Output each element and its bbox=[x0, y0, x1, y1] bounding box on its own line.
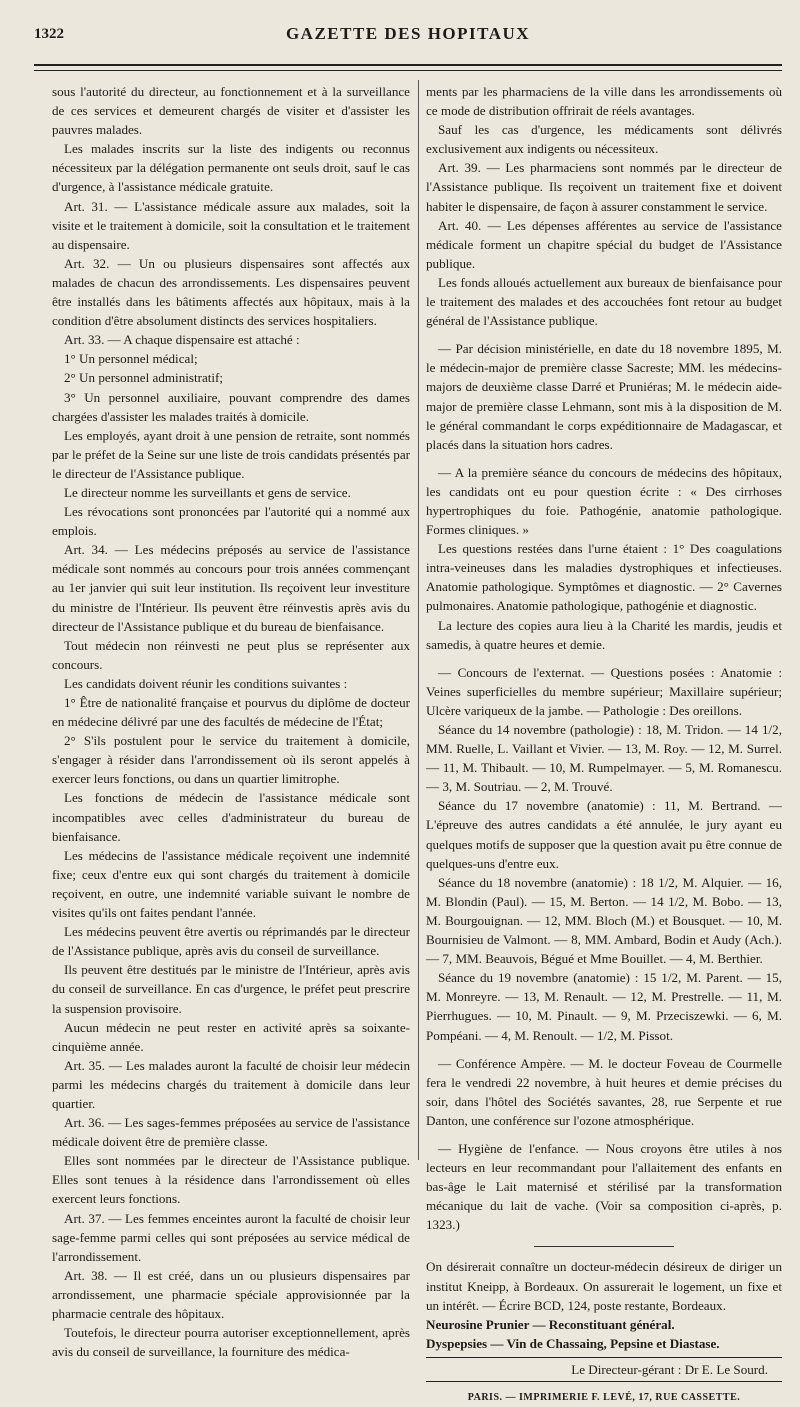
signature: Le Directeur-gérant : Dr E. Le Sourd. bbox=[426, 1357, 782, 1382]
paragraph: La lecture des copies aura lieu à la Charité les mardis, jeudis et samedis, à quatre heures et demie. bbox=[426, 617, 782, 652]
paragraph: Les médecins de l'assistance médicale reçoivent une indemnité fixe; ceux d'entre eux qui sont chargés du traitement à domicile reçoivent, en outre, une indemnité variable suivant le nombre de visites qu'ils ont faites pendant l'année. bbox=[52, 847, 410, 921]
paragraph: Les médecins peuvent être avertis ou réprimandés par le directeur de l'Assistance publique, après avis du conseil de surveillance. bbox=[52, 924, 410, 959]
page-number: 1322 bbox=[34, 26, 64, 42]
paragraph: 3° Un personnel auxiliaire, pouvant comprendre des dames chargées d'assister les malades traités à domicile. bbox=[52, 389, 410, 424]
paragraph: Art. 31. — L'assistance médicale assure aux malades, soit la visite et le traitement à domicile, soit la consultation et le traitement au dispensaire. bbox=[52, 198, 410, 252]
paragraph: Séance du 19 novembre (anatomie) : 15 1/2, M. Parent. — 15, M. Monreyre. — 13, M. Renault. — 12, M. Prestrelle. — 11, M. Pierrhugues. — 10, M. Pinault. — 9, M. Przeciszewki. — 6, M. Pompéani. — 4, M. Renoult. — 1/2, M. Pissot. bbox=[426, 970, 782, 1043]
paragraph: Art. 40. — Les dépenses afférentes au service de l'assistance médicale forment un chapitre spécial du budget de l'Assistance publique. bbox=[426, 217, 782, 271]
paragraph: Art. 34. — Les médecins préposés au service de l'assistance médicale sont nommés au concours pour trois années commençant au 1er janvier qui suit leur institution. Ils reçoivent leur investiture du ministre de l'Intérieur. Ils peuvent être réinvestis après avis du directeur de l'Assistance publique et du bureau de bienfaisance. bbox=[52, 542, 410, 634]
paragraph: Aucun médecin ne peut rester en activité après sa soixante-cinquième année. bbox=[52, 1019, 410, 1054]
paragraph: Art. 33. — A chaque dispensaire est attaché : bbox=[64, 332, 300, 348]
paragraph: Art. 32. — Un ou plusieurs dispensaires sont affectés aux malades de chacun des arrondissements. Les dispensaires peuvent être installés dans les bâtiments affectés aux hôpitaux, mais à la condition d'être absolument distincts des services hospitaliers. bbox=[52, 255, 410, 329]
ad-line-dyspepsies: Dyspepsies — Vin de Chassaing, Pepsine et Diastase. bbox=[426, 1335, 720, 1351]
paragraph: ments par les pharmaciens de la ville dans les arrondissements où ce mode de distribution offrirait de réels avantages. bbox=[426, 84, 782, 119]
paragraph: Art. 35. — Les malades auront la faculté de choisir leur médecin parmi les médecins chargés du traitement à domicile dans leur quartier. bbox=[52, 1057, 410, 1111]
paragraph: — Hygiène de l'enfance. — Nous croyons être utiles à nos lecteurs en leur recommandant pour l'allaitement des enfants en bas-âge le Lait maternisé et stérilisé par la transformation mécanique du lait de vache. (Voir sa composition ci-après, p. 1323.) bbox=[426, 1140, 782, 1233]
paragraph: Les révocations sont prononcées par l'autorité qui a nommé aux emplois. bbox=[52, 504, 410, 539]
paragraph: Art. 39. — Les pharmaciens sont nommés par le directeur de l'Assistance publique. Ils reçoivent un traitement fixe et doivent habiter le dispensaire, de façon à assurer constamment le service. bbox=[426, 160, 782, 214]
paragraph: Les fonctions de médecin de l'assistance médicale sont incompatibles avec celles d'administrateur du bureau de bienfaisance. bbox=[52, 790, 410, 844]
journal-title: GAZETTE DES HOPITAUX bbox=[285, 24, 531, 43]
ad-line-neurosine: Neurosine Prunier — Reconstituant général. bbox=[426, 1316, 675, 1332]
paragraph: Ils peuvent être destitués par le ministre de l'Intérieur, après avis du conseil de surveillance. En cas d'urgence, le préfet peut prescrire la suspension provisoire. bbox=[52, 962, 410, 1016]
header-rule-thick bbox=[34, 64, 782, 66]
paragraph: Les fonds alloués actuellement aux bureaux de bienfaisance pour le traitement des malades et des accouchées font retour au budget général de l'Assistance publique. bbox=[426, 274, 782, 329]
right-column bbox=[426, 82, 782, 1407]
right-column-articles bbox=[426, 82, 782, 1234]
paragraph: — Concours de l'externat. — Questions posées : Anatomie : Veines superficielles du membre supérieur; Maxillaire supérieur; Ulcère variqueux de la jambe. — Pathologie : Des oreillons. bbox=[426, 664, 782, 718]
header-rule-thin bbox=[34, 70, 782, 71]
page-header bbox=[34, 22, 782, 52]
paragraph: Art. 38. — Il est créé, dans un ou plusieurs dispensaires par arrondissement, une pharmacie spéciale approvisionnée par la pharmacie centrale des hôpitaux. bbox=[52, 1267, 410, 1321]
paragraph: Les malades inscrits sur la liste des indigents ou reconnus nécessiteux par la délégation permanente ont seuls droit, sauf le cas d'urgence, à l'assistance médicale gratuite. bbox=[52, 141, 410, 195]
paragraph: — A la première séance du concours de médecins des hôpitaux, les candidats ont eu pour question écrite : « Des cirrhoses hypertrophiques du foie. Pathogénie, anatomie pathologique. Formes cliniques. » bbox=[426, 464, 782, 538]
paragraph: Le directeur nomme les surveillants et gens de service. bbox=[64, 484, 351, 500]
left-column bbox=[52, 82, 410, 1361]
paragraph: 1° Un personnel médical; bbox=[64, 351, 198, 367]
paragraph: 2° S'ils postulent pour le service du traitement à domicile, s'engager à résider dans l'arrondissement où ils seront appelés à exercer leurs fonctions, ou dans un quartier limitrophe. bbox=[52, 733, 410, 787]
paragraph: Séance du 17 novembre (anatomie) : 11, M. Bertrand. — L'épreuve des autres candidats a été annulée, le jury ayant eu quelques motifs de supposer que la question avait pu être connue de quelques-uns d'entre eux. bbox=[426, 798, 782, 871]
paragraph: sous l'autorité du directeur, au fonctionnement et à la surveillance de ces services et demeurent chargés de visiter et d'assister les pauvres malades. bbox=[52, 84, 410, 138]
printer-imprint: PARIS. — IMPRIMERIE F. LEVÉ, 17, RUE CASSETTE. bbox=[467, 1392, 741, 1403]
paragraph: Les employés, ayant droit à une pension de retraite, sont nommés par le préfet de la Seine sur une liste de trois candidats présentés par le directeur de l'Assistance publique. bbox=[52, 427, 410, 481]
paragraph: Elles sont nommées par le directeur de l'Assistance publique. Elles sont tenues à la résidence dans l'arrondissement où elles exercent leurs fonctions. bbox=[52, 1153, 410, 1207]
column-separator bbox=[418, 80, 419, 1160]
paragraph: Sauf les cas d'urgence, les médicaments sont délivrés exclusivement aux indigents ou nécessiteux. bbox=[426, 122, 782, 157]
paragraph: Les questions restées dans l'urne étaient : 1° Des coagulations intra-veineuses dans les maladies dystrophiques et infectieuses. Anatomie pathologique. Symptômes et diagnostic. — 2° Cavernes pulmonaires. Anatomie pathologique, pathogénie et diagnostic. bbox=[426, 541, 782, 614]
paragraph: Art. 36. — Les sages-femmes préposées au service de l'assistance médicale doivent être de première classe. bbox=[52, 1115, 410, 1150]
advertisement bbox=[426, 1257, 782, 1352]
paragraph: Séance du 14 novembre (pathologie) : 18, M. Tridon. — 14 1/2, MM. Ruelle, L. Vaillant et Vivier. — 13, M. Roy. — 12, M. Surrel. — 11, M. Thibault. — 10, M. Rumpelmayer. — 5, M. Romanescu. — 3, M. Soutriau. — 2, M. Trouvé. bbox=[426, 722, 782, 795]
paragraph: Séance du 18 novembre (anatomie) : 18 1/2, M. Alquier. — 16, M. Blondin (Paul). — 15, M. Berton. — 14 1/2, M. Bobo. — 13, M. Bourgouignan. — 12, MM. Bloch (M.) et Bousquet. — 10, M. Bournisieu de Valmont. — 8, MM. Ambard, Bodin et Audy (Ach.). — 7, MM. Beauvois, Bégué et Mme Bouillet. — 4, M. Berthier. bbox=[426, 874, 782, 967]
paragraph: 2° Un personnel administratif; bbox=[64, 370, 224, 386]
section-divider bbox=[534, 1246, 674, 1247]
paragraph: Les candidats doivent réunir les conditions suivantes : bbox=[64, 675, 348, 691]
paragraph: 1° Être de nationalité française et pourvus du diplôme de docteur en médecine délivré par une des facultés de médecine de l'État; bbox=[52, 695, 410, 730]
ad-text: On désirerait connaître un docteur-médecin désireux de diriger un institut Kneipp, à Bordeaux. On assurerait le logement, un fixe et un intérêt. — Écrire BCD, 124, poste restante, Bordeaux. bbox=[426, 1259, 782, 1313]
paragraph: Art. 37. — Les femmes enceintes auront la faculté de choisir leur sage-femme parmi celles qui sont préposées au service médical de l'arrondissement. bbox=[52, 1210, 410, 1264]
paragraph: — Conférence Ampère. — M. le docteur Foveau de Courmelle fera le vendredi 22 novembre, à huit heures et demie précises du soir, dans l'hôtel des Sociétés savantes, 28, rue Serpente et rue Danton, une conférence sur l'ozone atmosphérique. bbox=[426, 1055, 782, 1128]
paragraph: Toutefois, le directeur pourra autoriser exceptionnellement, après avis du conseil de surveillance, la fourniture des médica- bbox=[52, 1325, 410, 1360]
paragraph: — Par décision ministérielle, en date du 18 novembre 1895, M. le médecin-major de première classe Sacreste; MM. les médecins-majors de deuxième classe Darré et Pruniéras; M. le médecin aide-major de première classe Lehmann, sont mis à la disposition de M. le général commandant le corps expéditionnaire de Madagascar, et placés dans la situation hors cadres. bbox=[426, 341, 782, 452]
paragraph: Tout médecin non réinvesti ne peut plus se représenter aux concours. bbox=[52, 637, 410, 672]
